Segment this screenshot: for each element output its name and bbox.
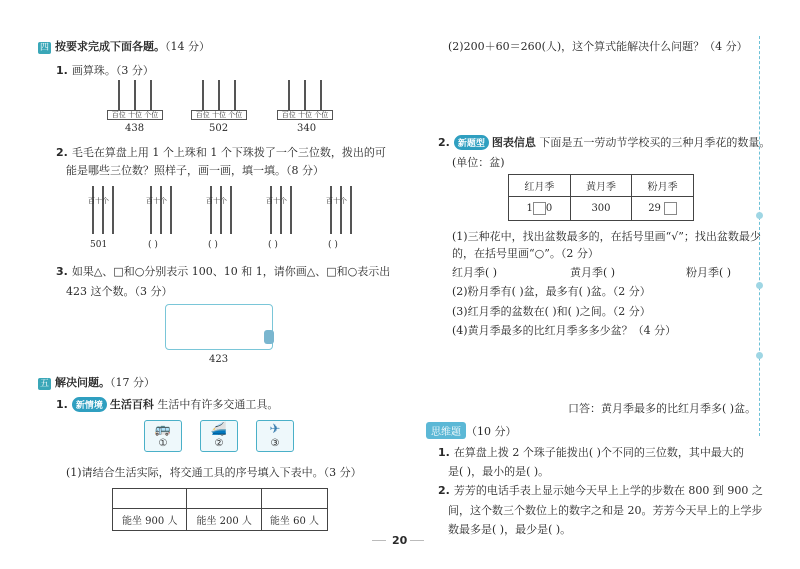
sub-question-3: (3)红月季的盆数在( )和( )之间。（2 分） [452, 305, 651, 318]
vehicle-slot-1[interactable] [113, 489, 187, 509]
right-question-2: 2. 新题型 图表信息 下面是五一劳动节学校买的三种月季花的数量。 [438, 136, 771, 149]
margin-dot-3 [756, 352, 763, 359]
pink-digit-box[interactable] [664, 202, 677, 215]
small-abacus-value-5: ( ) [328, 240, 338, 250]
answer-box-423[interactable] [165, 304, 273, 350]
choice-pink[interactable]: 粉月季( ) [686, 266, 732, 279]
problem-1-text: 生活中有许多交通工具。 [153, 398, 279, 411]
abacus-base-1: 百位 十位 个位 [107, 110, 163, 120]
section-4-header [38, 38, 210, 54]
abacus-value-2: 502 [209, 123, 229, 134]
thinking-question-2-line-2: 间，这个数三个数位上的数字之和是 20。芳芳今天早上的上学步 [448, 504, 763, 517]
capacity-900: 能坐 900 人 [113, 509, 187, 531]
right-question-2-text: 下面是五一劳动节学校买的三种月季花的数量。 [535, 136, 771, 149]
answer-box-label: 423 [209, 354, 229, 365]
thinking-badge: 思维题 [426, 422, 466, 439]
choice-yellow[interactable]: 黄月季( ) [570, 266, 616, 279]
vehicle-train: 🚄 ② [200, 420, 238, 452]
margin-dot-1 [756, 212, 763, 219]
question-2-line-1: 毛毛在算盘上用 1 个上珠和 1 个下珠拨了一个三位数，拨出的可 [71, 146, 386, 159]
small-abacus-value-1: 501 [90, 240, 108, 250]
section-5-icon: 五 [39, 379, 49, 389]
question-1-number: 1. [56, 64, 68, 77]
right-question-2-topic: 图表信息 [491, 136, 536, 149]
right-top-question: (2)200＋60＝260(人)，这个算式能解决什么问题？（4 分） [448, 40, 748, 53]
sub-question-1-line-2: 的，在括号里画“○”。（2 分） [452, 247, 599, 260]
problem-1: 1. 新情境 生活百科 生活中有许多交通工具。 [56, 398, 279, 411]
cartoon-figure-icon [264, 330, 274, 344]
vehicle-plane: ✈ ③ [256, 420, 294, 452]
page-number: 20 [392, 534, 408, 547]
capacity-200: 能坐 200 人 [187, 509, 261, 531]
thinking-question-1-line-2: 是( )，最小的是( )。 [448, 465, 550, 478]
header-yellow: 黄月季 [570, 175, 632, 197]
thinking-section-header [426, 422, 517, 439]
unit-label: (单位：盆) [452, 156, 505, 169]
vehicle-table [112, 488, 328, 531]
abacus-value-3: 340 [297, 123, 317, 134]
value-pink: 29 [632, 197, 694, 221]
train-icon: 🚄 [210, 422, 228, 437]
header-pink: 粉月季 [632, 175, 694, 197]
question-1-text: 画算珠。（3 分） [71, 64, 154, 77]
bus-icon: 🚌 [154, 422, 172, 437]
sub-question-4: (4)黄月季最多的比红月季多多少盆？（4 分） [452, 324, 677, 337]
value-red: 1 0 [509, 197, 571, 221]
question-3-line-1: 如果△、□和○分别表示 100、10 和 1，请你画△、□和○表示出 [71, 265, 391, 278]
abacus-base-2: 百位 十位 个位 [191, 110, 247, 120]
header-red: 红月季 [509, 175, 571, 197]
flower-table [508, 174, 694, 221]
thinking-question-2: 2. 芳芳的电话手表上显示她今天早上上学的步数在 800 到 900 之 [438, 484, 763, 497]
section-5-header [38, 374, 155, 390]
value-yellow: 300 [570, 197, 632, 221]
sub-question-1-line-1: (1)三种花中，找出盆数最多的，在括号里画“√”；找出盆数最少 [452, 230, 761, 243]
thinking-question-2-line-1: 芳芳的电话手表上显示她今天早上上学的步数在 800 到 900 之 [453, 484, 763, 497]
section-4-icon: 四 [39, 43, 49, 53]
vehicle-slot-2[interactable] [187, 489, 261, 509]
margin-dot-2 [756, 282, 763, 289]
oral-answer: 口答：黄月季最多的比红月季多( )盆。 [568, 402, 757, 415]
problem-1-sub-1: (1)请结合生活实际，将交通工具的序号填入下表中。（3 分） [66, 466, 362, 479]
choice-red[interactable]: 红月季( ) [452, 266, 498, 279]
abacus-base-3: 百位 十位 个位 [277, 110, 333, 120]
sub-question-2: (2)粉月季有( )盆，最多有( )盆。（2 分） [452, 285, 651, 298]
capacity-60: 能坐 60 人 [261, 509, 327, 531]
section-4-title: 按要求完成下面各题。 [55, 40, 165, 53]
thinking-question-1: 1. 在算盘上拨 2 个珠子能拨出( )个不同的三位数，其中最大的 [438, 446, 744, 459]
section-4-score: （14 分） [165, 40, 210, 53]
new-context-badge: 新情境 [72, 397, 107, 412]
new-type-badge: 新题型 [454, 135, 489, 150]
thinking-question-2-line-3: 数最多是( )，最少是( )。 [448, 523, 572, 536]
red-digit-box[interactable] [533, 202, 546, 215]
vehicle-bus: 🚌 ① [144, 420, 182, 452]
question-3: 3. 如果△、□和○分别表示 100、10 和 1，请你画△、□和○表示出 [56, 265, 391, 278]
small-abacus-value-2: ( ) [148, 240, 158, 250]
vehicle-slot-3[interactable] [261, 489, 327, 509]
small-abacus-value-3: ( ) [208, 240, 218, 250]
question-3-line-2: 423 这个数。（3 分） [66, 285, 173, 298]
small-abacus-value-4: ( ) [268, 240, 278, 250]
section-5-title: 解决问题。 [55, 376, 110, 389]
question-2-line-2: 能是哪些三位数？照样子，画一画，填一填。（8 分） [66, 164, 324, 177]
problem-1-topic: 生活百科 [109, 398, 154, 411]
section-5-score: （17 分） [110, 376, 155, 389]
plane-icon: ✈ [269, 422, 281, 437]
thinking-score: （10 分） [466, 425, 517, 438]
thinking-question-1-line-1: 在算盘上拨 2 个珠子能拨出( )个不同的三位数，其中最大的 [453, 446, 744, 459]
abacus-value-1: 438 [125, 123, 145, 134]
question-1 [56, 62, 154, 78]
question-2: 2. 毛毛在算盘上用 1 个上珠和 1 个下珠拨了一个三位数，拨出的可 [56, 146, 386, 159]
